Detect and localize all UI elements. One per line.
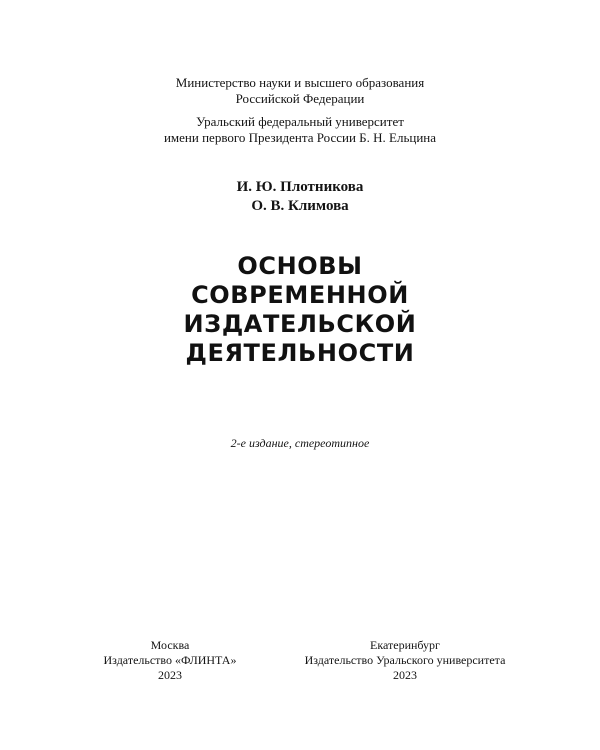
ministry-line-2: Российской Федерации (235, 91, 365, 106)
title-line-3: ИЗДАТЕЛЬСКОЙ (183, 310, 417, 338)
imprint-moscow (80, 638, 260, 683)
imprint-publisher: Издательство «ФЛИНТА» (103, 653, 237, 667)
university-heading (0, 114, 600, 146)
imprint-city: Екатеринбург (370, 638, 440, 652)
author-1: И. Ю. Плотникова (236, 179, 364, 195)
author-2: О. В. Климова (251, 198, 349, 214)
imprint-year: 2023 (158, 668, 182, 682)
book-title (0, 252, 600, 368)
imprint-city: Москва (150, 638, 190, 652)
ministry-line-1: Министерство науки и высшего образования (175, 75, 425, 90)
edition-note: 2-е издание, стереотипное (230, 436, 370, 450)
imprint-year: 2023 (393, 668, 417, 682)
university-line-1: Уральский федеральный университет (196, 114, 404, 129)
imprint-ekaterinburg (290, 638, 520, 683)
authors (0, 178, 600, 216)
ministry-heading (0, 75, 600, 107)
title-line-1: ОСНОВЫ (237, 252, 363, 280)
title-line-4: ДЕЯТЕЛЬНОСТИ (185, 339, 415, 367)
title-line-2: СОВРЕМЕННОЙ (191, 281, 409, 309)
university-line-2: имени первого Президента России Б. Н. Ельцина (163, 130, 437, 145)
imprint-publisher: Издательство Уральского университета (304, 653, 506, 667)
